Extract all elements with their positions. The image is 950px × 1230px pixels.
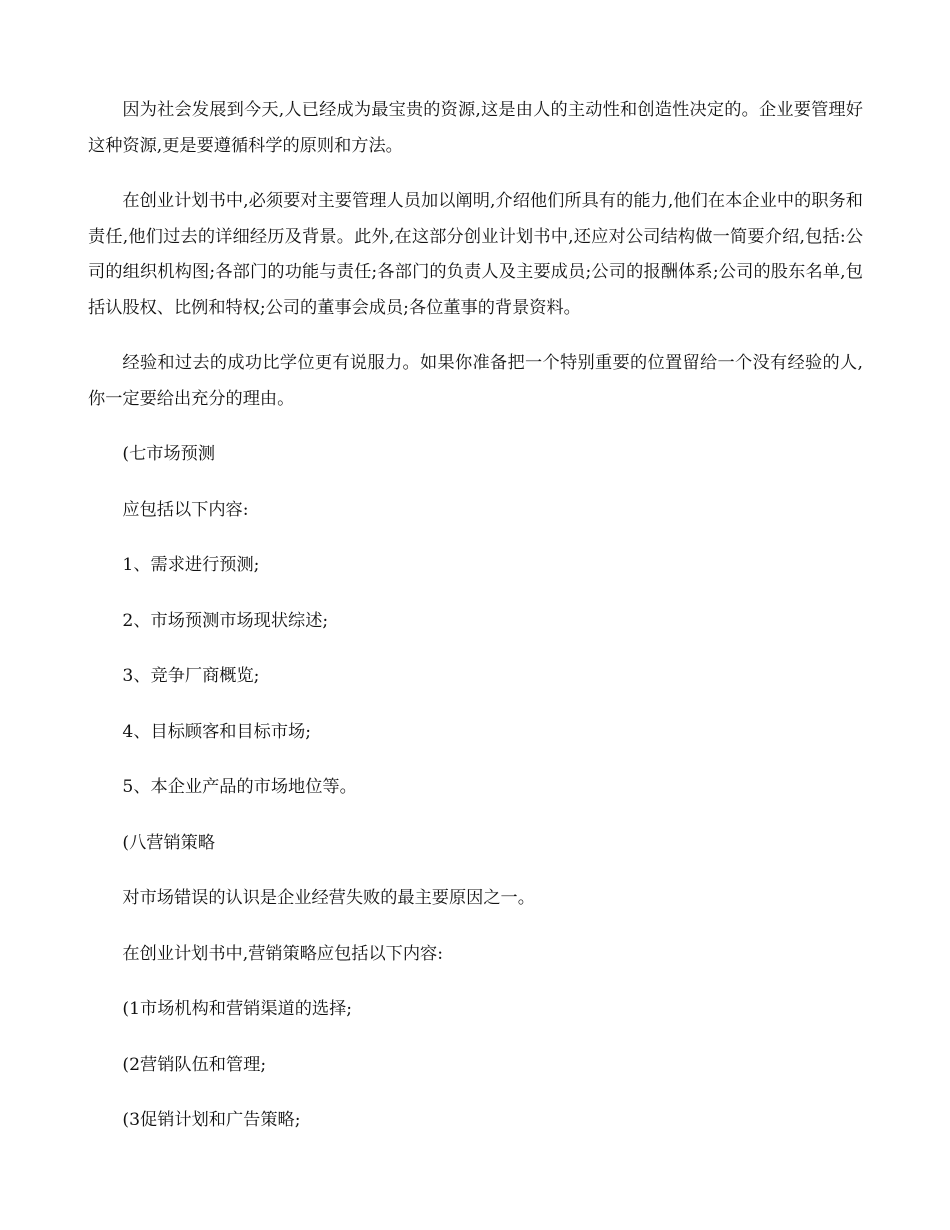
document-page [88,93,863,1159]
list-item: (1市场机构和营销渠道的选择; [122,999,353,1019]
paragraph-experience: 经验和过去的成功比学位更有说服力。如果你准备把一个特别重要的位置留给一个没有经验的人,你一定要给出充分的理由。 [88,353,863,409]
section-intro: 应包括以下内容: [122,499,249,520]
paragraph-human-resources: 因为社会发展到今天,人已经成为最宝贵的资源,这是由人的主动性和创造性决定的。企业要管理好这种资源,更是要遵循科学的原则和方法。 [88,100,863,156]
section-heading-market-forecast: (七市场预测 [122,444,216,464]
list-item: (2营销队伍和管理; [122,1054,267,1075]
paragraph-management-structure: 在创业计划书中,必须要对主要管理人员加以阐明,介绍他们所具有的能力,他们在本企业中的职务和责任,他们过去的详细经历及背景。此外,在这部分创业计划书中,还应对公司结构做一简要介绍,包括:公司的组织机构图;各部门的功能与责任;各部门的负责人及主要成员;公司的报酬体系;公司的股东名单,包括认股权、比例和特权;公司的董事会成员;各位董事的背景资料。 [88,191,863,318]
text-line: 在创业计划书中,营销策略应包括以下内容: [122,943,444,964]
list-item: 1、需求进行预测; [122,555,260,575]
text-line: 对市场错误的认识是企业经营失败的最主要原因之一。 [122,888,535,908]
list-item: 3、竞争厂商概览; [122,666,260,686]
list-item: 2、市场预测市场现状综述; [122,610,329,631]
list-item: 5、本企业产品的市场地位等。 [122,777,357,797]
list-item: (3促销计划和广告策略; [122,1110,301,1130]
section-heading-marketing-strategy: (八营销策略 [122,832,216,853]
list-item: 4、目标顾客和目标市场; [122,721,311,742]
